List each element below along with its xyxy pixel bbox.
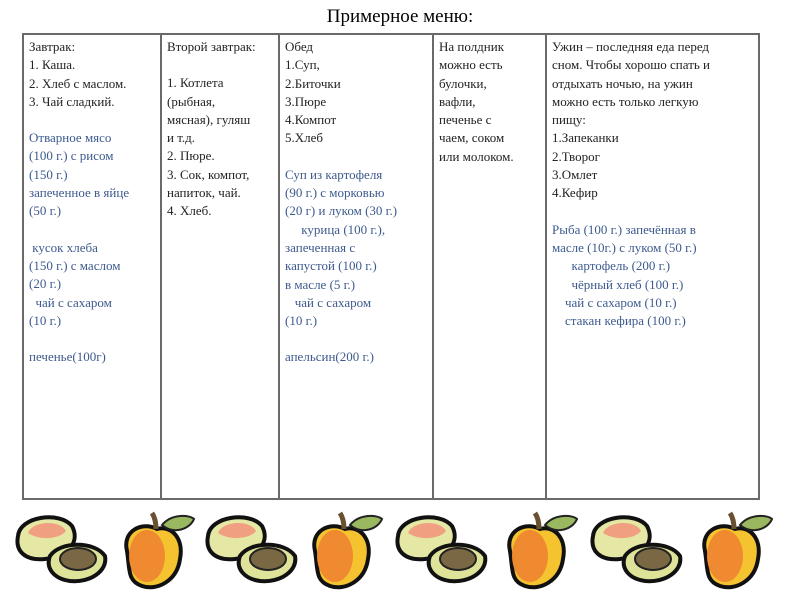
menu-line: 1.Суп,: [285, 57, 320, 73]
menu-line: чаем, соком: [439, 130, 505, 146]
example-menu-line: [29, 221, 155, 239]
apricot-halves-icon: [17, 517, 105, 581]
menu-line: 4.Компот: [285, 112, 337, 128]
example-menu-line: картофель (200 г.): [552, 258, 671, 274]
menu-line: отдыхать ночью, на ужин: [552, 75, 693, 91]
example-menu-line: чай с сахаром: [285, 294, 372, 310]
menu-cell: [433, 34, 546, 499]
example-menu-line: (50 г.): [29, 203, 62, 219]
apricot-halves-icon: [207, 517, 295, 581]
example-menu-line: кусок хлеба: [29, 239, 98, 255]
menu-line: напиток, чай.: [167, 185, 241, 201]
example-menu-line: Рыба (100 г.) запечённая в: [552, 221, 696, 237]
apricot-icon: [314, 513, 382, 587]
menu-line: 4.Кефир: [552, 185, 598, 201]
example-menu-line: курица (100 г.),: [285, 221, 386, 237]
example-menu-line: чай с сахаром (10 г.): [552, 294, 677, 310]
menu-line: Ужин – последняя еда перед: [552, 39, 710, 54]
page-title: Примерное меню:: [326, 6, 474, 27]
menu-line: [167, 56, 273, 74]
apricot-halves-icon: [592, 517, 680, 581]
menu-line: 5.Хлеб: [285, 130, 324, 146]
menu-line: можно есть только легкую: [552, 93, 699, 109]
menu-line: Второй завтрак:: [167, 39, 256, 54]
apricot-halves-icon: [397, 517, 485, 581]
example-menu-line: Суп из картофеля: [285, 166, 383, 182]
menu-line: булочки,: [439, 75, 487, 91]
example-menu-line: (150 г.): [29, 166, 68, 182]
menu-line: 1.Запеканки: [552, 130, 619, 146]
menu-cell: [23, 34, 161, 499]
example-menu-line: чёрный хлеб (100 г.): [552, 276, 684, 292]
menu-line: (рыбная,: [167, 93, 216, 109]
menu-row: [23, 34, 759, 499]
menu-line: печенье с: [439, 112, 492, 128]
menu-line: сном. Чтобы хорошо спать и: [552, 57, 711, 73]
menu-cell: [546, 34, 759, 499]
menu-line: и т.д.: [167, 130, 196, 146]
example-menu-line: (10 г.): [29, 312, 62, 328]
apricot-icon: [509, 513, 577, 587]
menu-line: 4. Хлеб.: [167, 203, 212, 219]
menu-line: 3.Омлет: [552, 167, 598, 183]
example-menu-line: (10 г.): [285, 313, 318, 329]
example-menu-line: (90 г.) с морковью: [285, 185, 385, 201]
menu-line: На полдник: [439, 39, 505, 54]
example-menu-line: масле (10г.) с луком (50 г.): [552, 239, 697, 255]
menu-line: 1. Котлета: [167, 75, 224, 91]
menu-line: 1. Каша.: [29, 57, 76, 73]
menu-line: вафли,: [439, 93, 476, 109]
example-menu-line: стакан кефира (100 г.): [552, 313, 686, 329]
example-menu-line: [285, 330, 427, 348]
menu-line: пищу:: [552, 112, 586, 128]
example-menu-line: печенье(100г): [29, 349, 106, 365]
menu-table: [22, 33, 760, 500]
menu-line: Завтрак:: [29, 39, 76, 54]
menu-line: 2. Пюре.: [167, 148, 215, 164]
example-menu-line: (150 г.) с маслом: [29, 257, 121, 273]
example-menu-line: [29, 330, 155, 348]
menu-line: мясная), гуляш: [167, 111, 251, 127]
menu-line: можно есть: [439, 57, 503, 73]
menu-line: Обед: [285, 39, 314, 54]
example-menu-line: (20 г) и луком (30 г.): [285, 203, 398, 219]
spacer: [552, 203, 753, 221]
spacer: [285, 148, 427, 166]
menu-line: 3.Пюре: [285, 93, 327, 109]
fruit-border: [0, 503, 800, 600]
menu-line: 3. Сок, компот,: [167, 166, 250, 182]
example-menu-line: Отварное мясо: [29, 130, 112, 146]
example-menu-line: (20 г.): [29, 276, 62, 292]
menu-line: 2.Творог: [552, 148, 600, 164]
menu-line: или молоком.: [439, 148, 514, 164]
example-menu-line: капустой (100 г.): [285, 258, 377, 274]
spacer: [29, 111, 155, 129]
apricot-icon: [126, 513, 194, 587]
example-menu-line: запеченное в яйце: [29, 185, 130, 201]
example-menu-line: запеченная с: [285, 239, 356, 255]
apricot-icon: [704, 513, 772, 587]
menu-cell: [161, 34, 279, 499]
menu-cell: [279, 34, 433, 499]
example-menu-line: апельсин(200 г.): [285, 349, 374, 365]
example-menu-line: в масле (5 г.): [285, 276, 356, 292]
menu-line: 3. Чай сладкий.: [29, 93, 115, 109]
example-menu-line: чай с сахаром: [29, 294, 112, 310]
menu-line: 2.Биточки: [285, 75, 341, 91]
menu-line: 2. Хлеб с маслом.: [29, 75, 127, 91]
example-menu-line: (100 г.) с рисом: [29, 148, 114, 164]
